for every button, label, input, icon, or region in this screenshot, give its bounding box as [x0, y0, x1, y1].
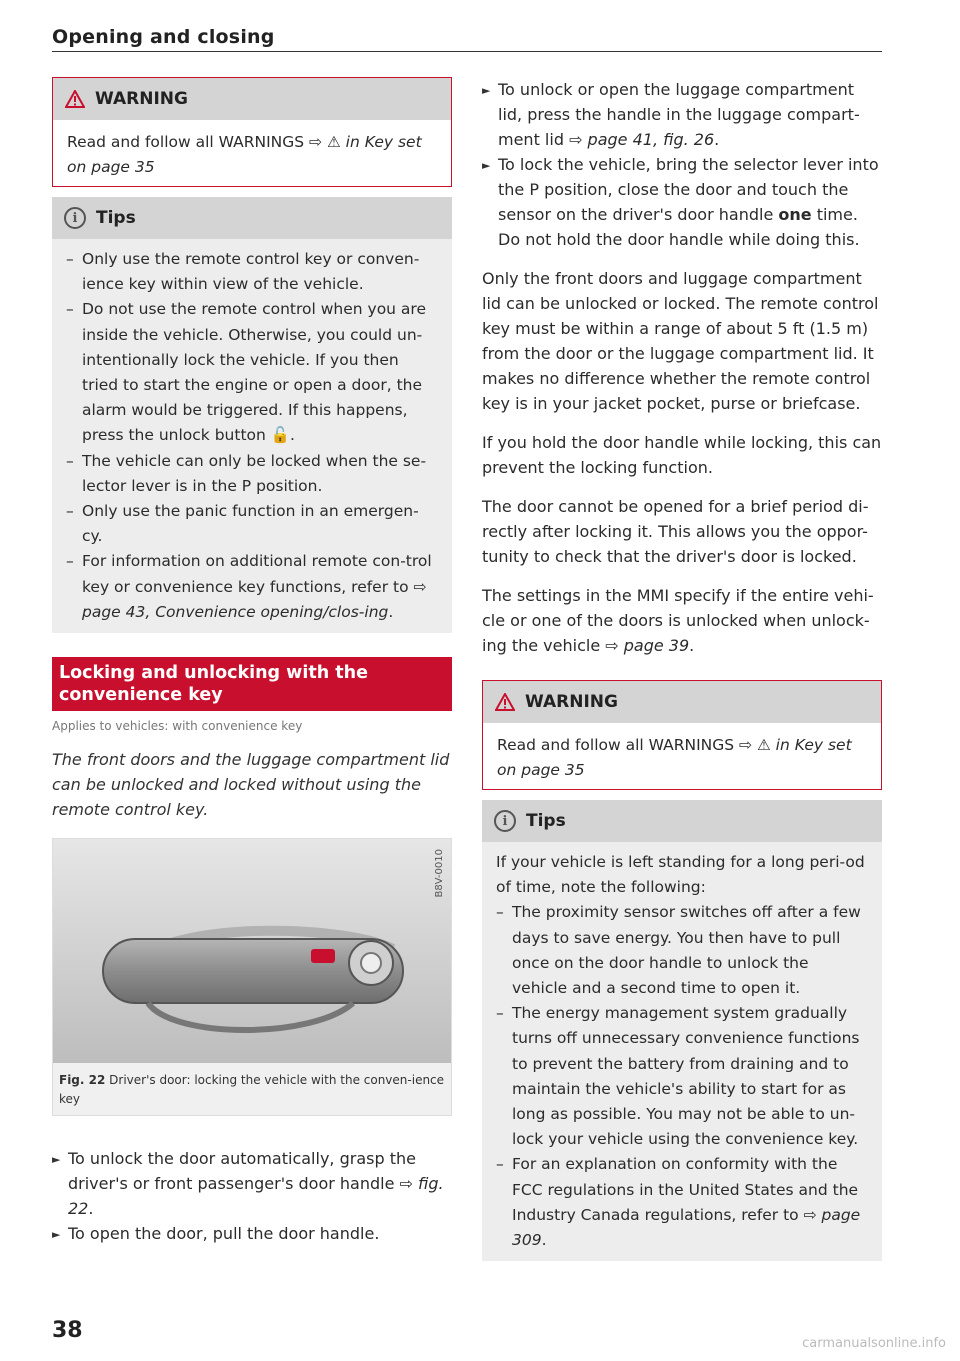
figure-id: B8V-0010	[434, 849, 445, 898]
page-link[interactable]: ⇨ page 309	[512, 1205, 861, 1250]
tips-title: Tips	[96, 208, 136, 228]
warning-box	[52, 77, 452, 187]
warning-triangle-icon	[495, 693, 515, 711]
paragraph: The settings in the MMI specify if the entire vehi-cle or one of the doors is unlocked when unlock-ing the vehicle ⇨ page 39.	[482, 586, 874, 655]
page-header-title: Opening and closing	[52, 26, 275, 48]
warning-text: Read and follow all WARNINGS ⇨ ⚠ in Key set on page 35	[497, 736, 852, 779]
instruction-item: ► To lock the vehicle, bring the selector lever into the P position, close the door and touch the sensor on the driver's door handle one time. Do not hold the door handle while doing this.	[482, 152, 882, 252]
warning-header	[53, 78, 451, 120]
left-column	[52, 77, 452, 1246]
info-icon: i	[64, 207, 86, 229]
instruction-item: ► To unlock the door automatically, grasp the driver's or front passenger's door handle ⇨ fig. 22.	[52, 1146, 452, 1221]
tips-item: – The proximity sensor switches off after a few days to save energy. You then have to pull once on the door handle to unlock the vehicle and a second time to open it.	[496, 900, 868, 1001]
instruction-item: ► To unlock or open the luggage compartment lid, press the handle in the luggage compart-ment lid ⇨ page 41, fig. 26.	[482, 77, 882, 152]
applies-to: Applies to vehicles: with convenience key	[52, 719, 303, 734]
tips-header	[482, 800, 882, 842]
instruction-list	[482, 77, 882, 252]
door-handle-drawing	[53, 839, 451, 1063]
tips-box	[52, 197, 452, 633]
tips-body	[52, 239, 452, 633]
info-icon: i	[494, 810, 516, 832]
paragraph: If you hold the door handle while locking, this can prevent the locking function.	[482, 433, 882, 477]
tips-item: – Only use the remote control key or conven-ience key within view of the vehicle.	[66, 247, 438, 297]
warning-box	[482, 680, 882, 790]
tips-item: – For an explanation on conformity with the FCC regulations in the United States and the Industry Canada regulations, refer to ⇨ page 309.	[496, 1152, 868, 1253]
tips-title: Tips	[526, 811, 566, 831]
warning-title: WARNING	[525, 692, 618, 712]
warning-header	[483, 681, 881, 723]
watermark: carmanualsonline.info	[802, 1336, 946, 1351]
warning-link[interactable]: ⚠ in Key set on page 35	[497, 736, 852, 779]
warning-title: WARNING	[95, 89, 188, 109]
warning-triangle-icon	[65, 90, 85, 108]
tips-item: – Only use the panic function in an emergen-cy.	[66, 499, 438, 549]
tips-item: – The vehicle can only be locked when the se-lector lever is in the P position.	[66, 449, 438, 499]
warning-link[interactable]: ⚠ in Key set on page 35	[67, 133, 422, 176]
warning-text: Read and follow all WARNINGS ⇨ ⚠ in Key set on page 35	[67, 133, 422, 176]
paragraph: The door cannot be opened for a brief period di-rectly after locking it. This allows you the oppor-tunity to check that the driver's door is locked.	[482, 497, 869, 566]
page-number: 38	[52, 1318, 83, 1343]
header-rule	[52, 51, 882, 52]
page-link[interactable]: ⇨ page 41, fig. 26	[569, 130, 715, 149]
section-intro: The front doors and the luggage compartment lid can be unlocked and locked without using the remote control key.	[52, 750, 450, 820]
section-title: Locking and unlocking with the convenience key	[52, 657, 452, 711]
tips-body	[482, 842, 882, 1261]
tips-item: – The energy management system gradually turns off unnecessary convenience functions to prevent the battery from draining and to maintain the vehicle's ability to start for as long as possible. You may not be able to un-lock your vehicle using the convenience key.	[496, 1001, 868, 1152]
instruction-item: ► To open the door, pull the door handle.	[52, 1221, 452, 1246]
page-link[interactable]: ⇨ page 43, Convenience opening/clos-ing	[82, 577, 427, 621]
figure-link[interactable]: ⇨ fig. 22	[68, 1174, 444, 1219]
door-handle-illustration	[53, 839, 451, 1063]
right-column	[482, 77, 882, 1271]
page-link[interactable]: ⇨ page 39	[605, 636, 690, 655]
tips-header	[52, 197, 452, 239]
tips-item: – For information on additional remote con-trol key or convenience key functions, refer to ⇨ page 43, Convenience opening/clos-ing.	[66, 549, 438, 625]
paragraph: Only the front doors and luggage compartment lid can be unlocked or locked. The remote control key must be within a range of about 5 ft (1.5 m) from the door or the luggage compartment lid. It makes no difference whether the remote control key is in your jacket pocket, purse or briefcase.	[482, 269, 879, 413]
figure	[52, 838, 452, 1116]
figure-caption: Fig. 22 Driver's door: locking the vehicle with the conven-ience key	[59, 1073, 445, 1107]
instruction-list	[52, 1146, 452, 1246]
tips-intro: If your vehicle is left standing for a long peri-od of time, note the following:	[496, 853, 865, 897]
tips-item: – Do not use the remote control when you are inside the vehicle. Otherwise, you could un-intentionally lock the vehicle. If you then tried to start the engine or open a door, the alarm would be triggered. If this happens, press the unlock button 🔓.	[66, 297, 438, 448]
tips-box	[482, 800, 882, 1261]
